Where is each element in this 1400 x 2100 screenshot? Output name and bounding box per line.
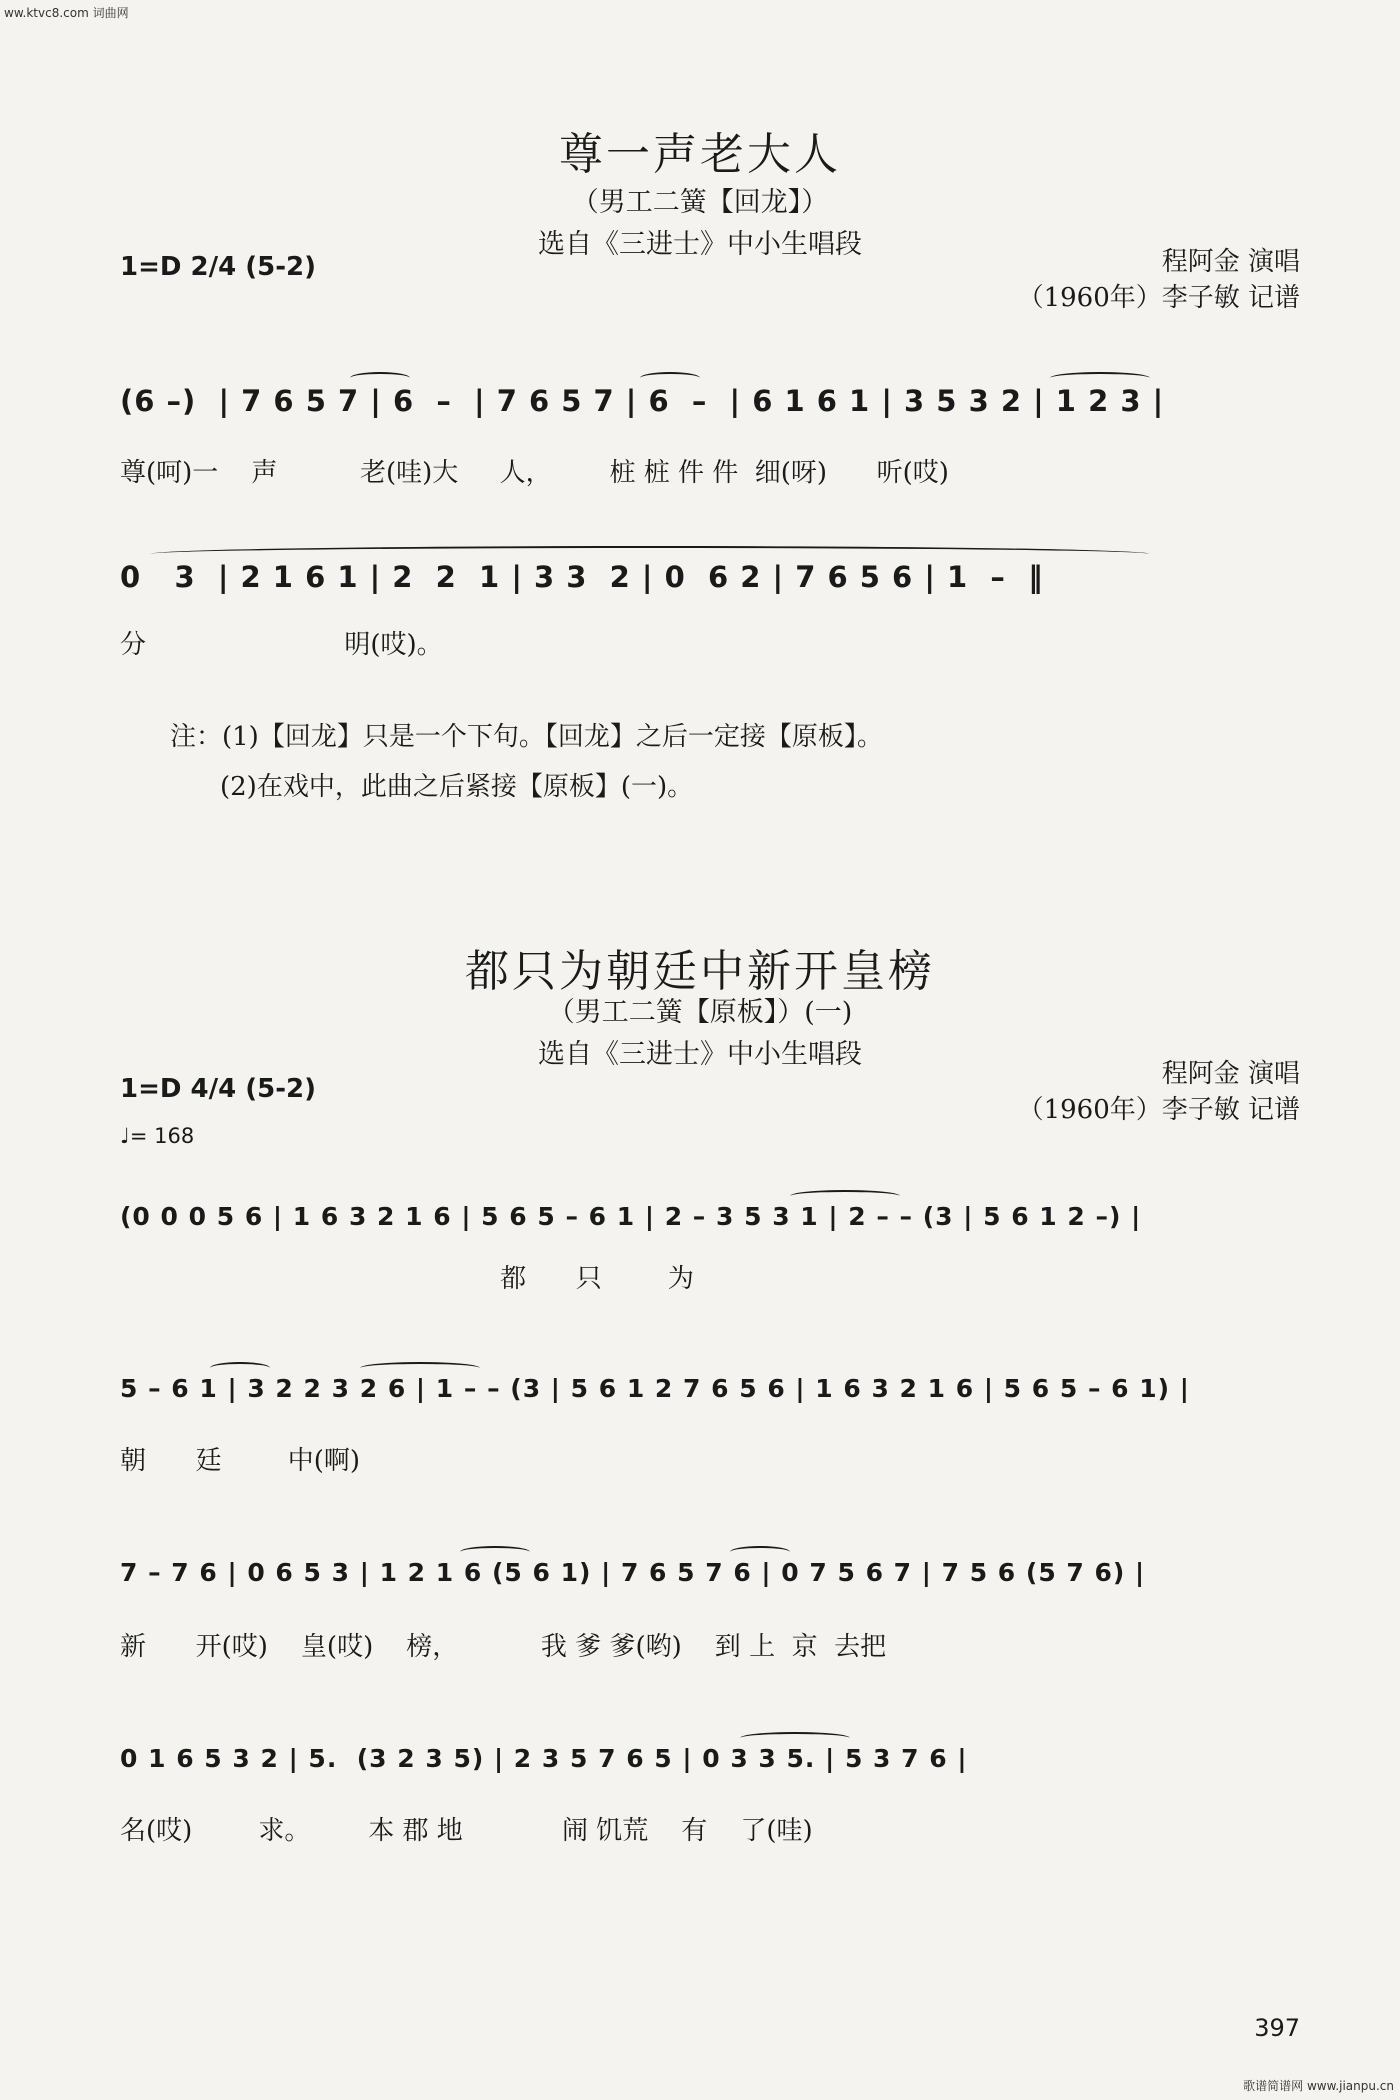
song2-lyrics-line-3: 新 开(哎) 皇(哎) 榜， 我 爹 爹(哟) 到 上 京 去把 bbox=[120, 1632, 887, 1662]
song2-title: 都只为朝廷中新开皇榜 bbox=[465, 946, 935, 997]
slur bbox=[210, 1362, 270, 1374]
slur bbox=[740, 1732, 850, 1744]
song1-source: 选自《三进士》中小生唱段 bbox=[538, 229, 862, 260]
song2-source: 选自《三进士》中小生唱段 bbox=[538, 1039, 862, 1070]
song1-key-signature: 1=D 2/4 (5-2) bbox=[120, 252, 316, 282]
song1-notes-line-1: (6 –) | 7 6 5 7 | 6 – | 7 6 5 7 | 6 – | 6 1 6 1 | 3 5 3 2 | 1 2 3 | bbox=[120, 384, 1165, 418]
song1-subtitle: （男工二簧【回龙】） bbox=[571, 187, 829, 218]
song2-performer: 程阿金 演唱 bbox=[1161, 1059, 1300, 1089]
song1-transcriber: （1960年）李子敏 记谱 bbox=[1017, 283, 1300, 313]
song2-lyrics-line-4: 名(哎) 求。 本 郡 地 闹 饥荒 有 了(哇) bbox=[120, 1816, 813, 1846]
song2-lyrics-line-1: 都 只 为 bbox=[120, 1264, 694, 1294]
song1-title: 尊一声老大人 bbox=[559, 129, 841, 180]
song2-credits bbox=[1018, 1056, 1300, 1128]
song1-performer: 程阿金 演唱 bbox=[1161, 247, 1300, 277]
song2-transcriber: （1960年）李子敏 记谱 bbox=[1017, 1095, 1300, 1125]
song1-notes-block bbox=[170, 712, 1270, 812]
watermark-bottom-right: 歌谱简谱网 www.jianpu.cn bbox=[1243, 2079, 1394, 2093]
song2-key-signature: 1=D 4/4 (5-2) bbox=[120, 1074, 316, 1104]
slur bbox=[360, 1362, 480, 1374]
song1-credits bbox=[1018, 244, 1300, 316]
slur bbox=[150, 546, 1150, 562]
page-number: 397 bbox=[1254, 2014, 1300, 2042]
slur bbox=[460, 1546, 530, 1558]
song1-note-1: 注：(1)【回龙】只是一个下句。【回龙】之后一定接【原板】。 bbox=[170, 722, 883, 752]
slur bbox=[640, 372, 700, 384]
slur bbox=[790, 1190, 900, 1202]
song2-tempo: ♩= 168 bbox=[120, 1124, 195, 1148]
watermark-top-left: ww.ktvc8.com 词曲网 bbox=[4, 6, 129, 20]
slur bbox=[730, 1546, 790, 1558]
song2-lyrics-line-2: 朝 廷 中(啊) bbox=[120, 1446, 360, 1476]
song2-notes-line-4: 0 1 6 5 3 2 | 5. (3 2 3 5) | 2 3 5 7 6 5 | 0 3 3 5. | 5 3 7 6 | bbox=[120, 1744, 968, 1773]
song1-notes-line-2: 0 3 | 2 1 6 1 | 2 2 1 | 3 3 2 | 0 6 2 | 7 6 5 6 | 1 – ‖ bbox=[120, 560, 1044, 594]
song2-subtitle: （男工二簧【原板】）(一) bbox=[547, 997, 853, 1028]
slur bbox=[350, 372, 410, 384]
song2-notes-line-3: 7 – 7 6 | 0 6 5 3 | 1 2 1 6 (5 6 1) | 7 6 5 7 6 | 0 7 5 6 7 | 7 5 6 (5 7 6) | bbox=[120, 1558, 1146, 1587]
song1-note-2: (2)在戏中，此曲之后紧接【原板】(一)。 bbox=[220, 772, 694, 802]
song1-lyrics-line-2: 分 明(哎)。 bbox=[120, 630, 443, 660]
song2-notes-line-2: 5 – 6 1 | 3 2 2 3 2 6 | 1 – – (3 | 5 6 1 2 7 6 5 6 | 1 6 3 2 1 6 | 5 6 5 – 6 1) | bbox=[120, 1374, 1190, 1403]
slur bbox=[1050, 372, 1150, 384]
song2-notes-line-1: (0 0 0 5 6 | 1 6 3 2 1 6 | 5 6 5 – 6 1 | 2 – 3 5 3 1 | 2 – – (3 | 5 6 1 2 –) | bbox=[120, 1202, 1142, 1231]
song1-lyrics-line-1: 尊(呵)一 声 老(哇)大 人， 桩 桩 件 件 细(呀) 听(哎) bbox=[120, 458, 949, 488]
